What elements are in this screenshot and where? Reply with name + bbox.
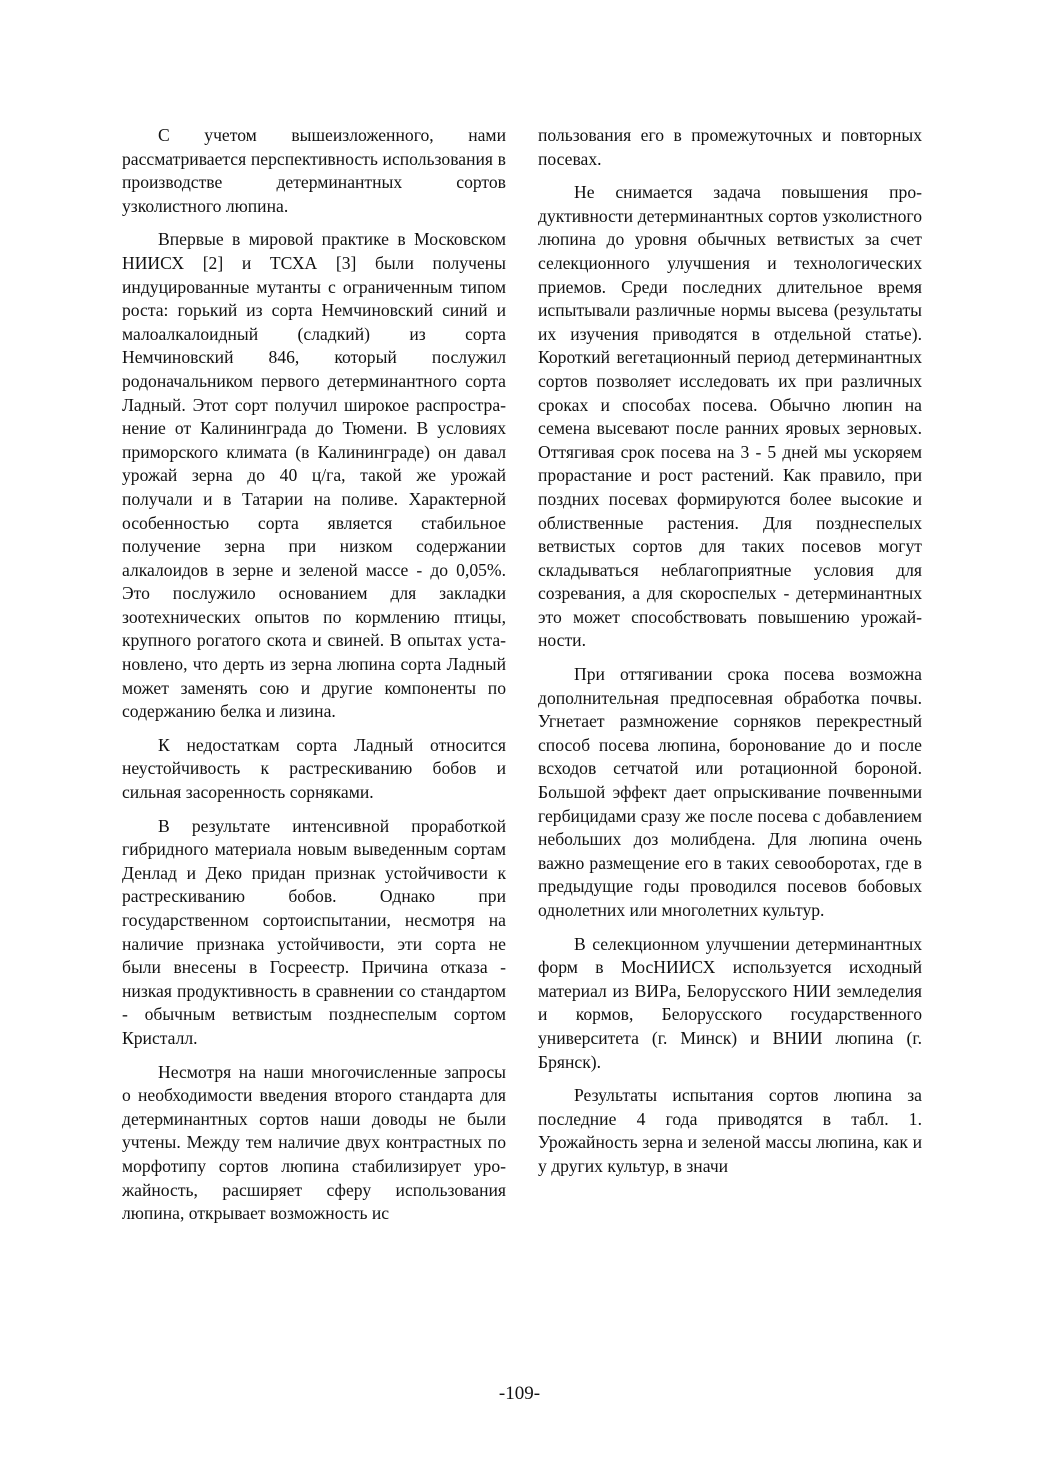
paragraph: В результате интенсивной проработкой гибридного материала новым выведенным сортам Денлад и Деко придан признак устойчивости к растрескиванию бобов. Однако при государственном сортоиспытании, несмотря на наличие признака устойчивости, эти сорта не были внесены в Госреестр. Причина отказа - низкая продуктивность в сравнении со стандартом - обычным ветвистым позднеспелым сортом Кристалл. [122,815,506,1048]
paragraph: Впервые в мировой практике в Московском НИИСХ [2] и ТСХА [3] были получены индуцированные мутанты с ограниченным типом роста: горький из сорта Немчиновский синий и малоалкалоидный (сладкий) из сорта Немчиновский 846, который послужил родоначальником первого детерминантного сорта Ладный. Этот сорт получил широкое распространение от Калининграда до Тюмени. В условиях приморского климата (в Калининграде) он давал урожай зерна до 40 ц/га, такой же урожай получали и в Татарии на поливе. Характерной особенностью сорта является стабильное получение зерна при низком содержании алкалоидов в зерне и зеленой массе - до 0,05%. Это послужило основанием для закладки зоотехнических опытов по кормлению птицы, крупного рогатого скота и свиней. В опытах установлено, что дерть из зерна люпина сорта Ладный может заменять сою и другие компоненты по содержанию белка и лизина. [122,229,506,722]
paragraph: С учетом вышеизложенного, нами рассматривается перспективность использования в производстве детерминантных сортов узколистного люпина. [122,125,506,216]
page-number: -109- [498,1383,541,1404]
paragraph: В селекционном улучшении детерминантных форм в МосНИИСХ используется исходный материал из ВИРа, Белорусского НИИ земледелия и кормов, Белорусского государственного университета (г. Минск) и ВНИИ люпина (г. Брянск). [538,933,922,1072]
right-text-column [538,124,922,1179]
paragraph: К недостаткам сорта Ладный относится неустойчивость к растрескиванию бобов и сильная засоренность сорняками. [122,734,506,803]
paragraph-continuation: пользования его в промежуточных и повторных посевах. [538,125,922,169]
left-text-column [122,124,506,1226]
paragraph: Не снимается задача повышения продуктивности детерминантных сортов узколистного люпина до уровня обычных ветвистых за счет селекционного улучшения и технологических приемов. Среди последних длительное время испытывали различные нормы высева (результаты их изучения приводятся в отдельной статье). Короткий вегетационный период детерминантных сортов позволяет исследовать их при различных сроках и способах посева. Обычно люпин на семена высевают после ранних яровых зерновых. Оттягивая срок посева на 3 - 5 дней мы ускоряем прорастание и рост растений. Как правило, при поздних посевах формируются более высокие и облиственные растения. Для позднеспелых ветвистых сортов для таких посевов могут складываться неблагоприятные условия для созревания, а для скороспелых - детерминантных это может способствовать повышению урожайности. [538,182,922,651]
paragraph: Результаты испытания сортов люпина за последние 4 года приводятся в табл. 1. Урожайность зерна и зеленой массы люпина, как и у других культур, в значи [538,1085,922,1176]
paragraph: При оттягивании срока посева возможна дополнительная предпосевная обработка почвы. Угнетает размножение сорняков перекрестный способ посева люпина, боронование до и после всходов сетчатой или ротационной бороной. Большой эффект дает опрыскивание почвенными гербицидами сразу же после посева с добавлением небольших доз молибдена. Для люпина очень важно размещение его в таких севооборотах, где в предыдущие годы проводился посевов бобовых однолетних или многолетних культур. [538,664,922,920]
paragraph: Несмотря на наши многочисленные запросы о необходимости введения второго стандарта для детерминантных сортов наши доводы не были учтены. Между тем наличие двух контрастных по морфотипу сортов люпина стабилизирует урожайность, расширяет сферу использования люпина, открывает возможность ис [122,1061,506,1224]
